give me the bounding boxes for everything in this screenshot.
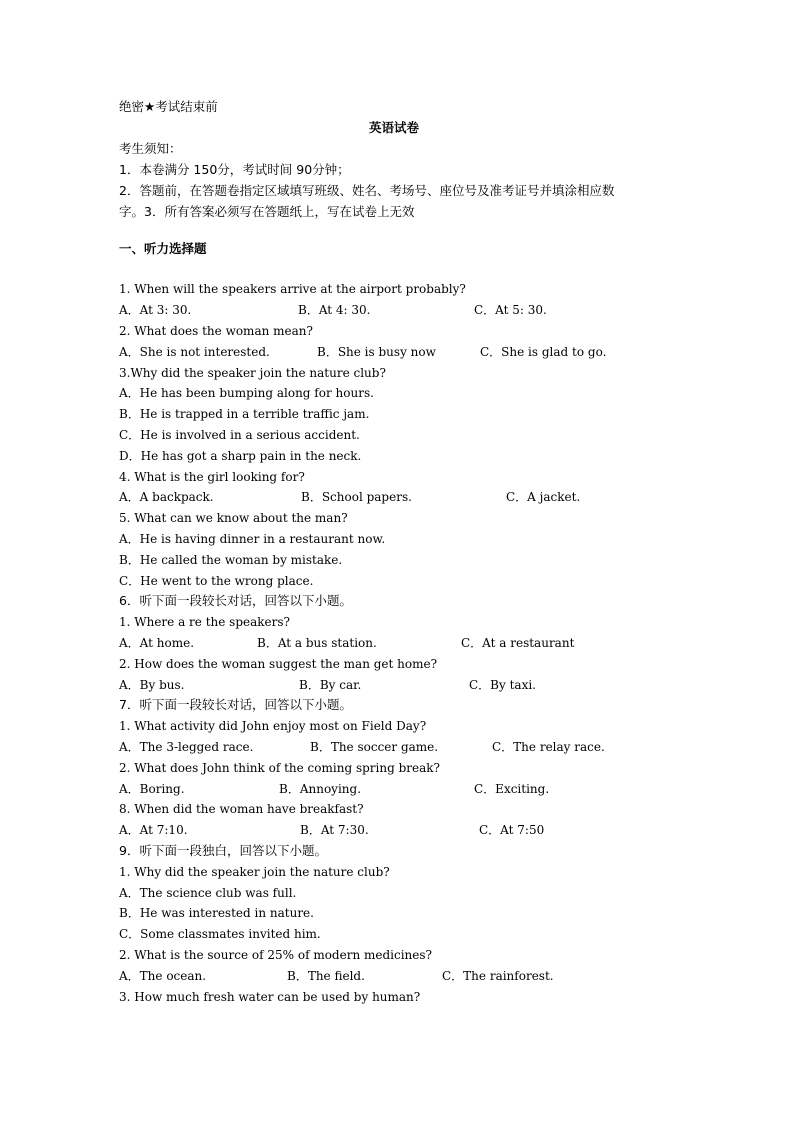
option-c: C．By taxi. <box>469 678 536 692</box>
option-a: A．At 3: 30. <box>119 303 192 317</box>
option-a: A．At 7:10. <box>119 823 188 837</box>
option-b: B．He was interested in nature. <box>119 906 314 920</box>
option-a: A．A backpack. <box>119 490 214 504</box>
question-stem: 3.Why did the speaker join the nature club? <box>119 366 386 380</box>
question-stem: 2. How does the woman suggest the man get home? <box>119 657 438 671</box>
section-title: 一、听力选择题 <box>119 241 207 256</box>
option-b: B．She is busy now <box>317 345 436 359</box>
option-c: C．She is glad to go. <box>480 345 607 359</box>
option-c: C．Exciting. <box>474 782 550 796</box>
option-b: B．At 4: 30. <box>298 303 371 317</box>
notice-item-2: 2．答题前，在答题卷指定区域填写班级、姓名、考场号、座位号及准考证号并填涂相应数 <box>119 183 615 198</box>
question-stem: 1. What activity did John enjoy most on Field Day? <box>119 719 427 733</box>
question-stem: 4. What is the girl looking for? <box>119 470 305 484</box>
option-b: B．At 7:30. <box>300 823 369 837</box>
option-b: B．The field. <box>287 969 365 983</box>
notice-item-1: 1．本卷满分 150分，考试时间 90分钟； <box>119 162 350 177</box>
option-d: D．He has got a sharp pain in the neck. <box>119 449 362 463</box>
option-c: C．The relay race. <box>492 740 605 754</box>
option-a: A．The ocean. <box>119 969 207 983</box>
question-stem: 3. How much fresh water can be used by human? <box>119 990 421 1004</box>
option-c: C．He went to the wrong place. <box>119 574 314 588</box>
question-stem: 2. What does John think of the coming spring break? <box>119 761 440 775</box>
option-c: C．A jacket. <box>506 490 581 504</box>
question-stem: 5. What can we know about the man? <box>119 511 348 525</box>
option-a: A．He is having dinner in a restaurant now. <box>119 532 386 546</box>
option-c: C．Some classmates invited him. <box>119 927 321 941</box>
question-intro: 6．听下面一段较长对话，回答以下小题。 <box>119 593 352 608</box>
option-b: B．He called the woman by mistake. <box>119 553 343 567</box>
notice-item-2-continued: 字。3．所有答案必须写在答题纸上，写在试卷上无效 <box>119 204 415 219</box>
option-c: C．At 7:50 <box>479 823 545 837</box>
question-intro: 9．听下面一段独白，回答以下小题。 <box>119 843 327 858</box>
question-stem: 2. What is the source of 25% of modern medicines? <box>119 948 432 962</box>
option-b: B．He is trapped in a terrible traffic jam. <box>119 407 370 421</box>
option-c: C．The rainforest. <box>442 969 554 983</box>
option-a: A．Boring. <box>119 782 185 796</box>
option-b: B．Annoying. <box>279 782 362 796</box>
option-b: B．The soccer game. <box>310 740 439 754</box>
option-a: A．The science club was full. <box>119 886 297 900</box>
option-a: A．The 3-legged race. <box>119 740 254 754</box>
question-stem: 1. When will the speakers arrive at the airport probably? <box>119 282 466 296</box>
option-b: B．By car. <box>299 678 362 692</box>
question-stem: 2. What does the woman mean? <box>119 324 313 338</box>
option-a: A．He has been bumping along for hours. <box>119 386 374 400</box>
confidential-label: 绝密★考试结束前 <box>119 99 218 114</box>
question-intro: 7．听下面一段较长对话，回答以下小题。 <box>119 697 352 712</box>
question-stem: 1. Where a re the speakers? <box>119 615 290 629</box>
option-a: A．By bus. <box>119 678 185 692</box>
option-b: B．School papers. <box>301 490 412 504</box>
option-a: A．She is not interested. <box>119 345 270 359</box>
option-c: C．He is involved in a serious accident. <box>119 428 360 442</box>
exam-title: 英语试卷 <box>369 120 420 135</box>
notice-title: 考生须知： <box>119 141 182 156</box>
option-a: A．At home. <box>119 636 195 650</box>
option-c: C．At 5: 30. <box>474 303 547 317</box>
question-stem: 1. Why did the speaker join the nature club? <box>119 865 390 879</box>
option-c: C．At a restaurant <box>461 636 575 650</box>
option-b: B．At a bus station. <box>257 636 377 650</box>
question-stem: 8. When did the woman have breakfast? <box>119 802 364 816</box>
